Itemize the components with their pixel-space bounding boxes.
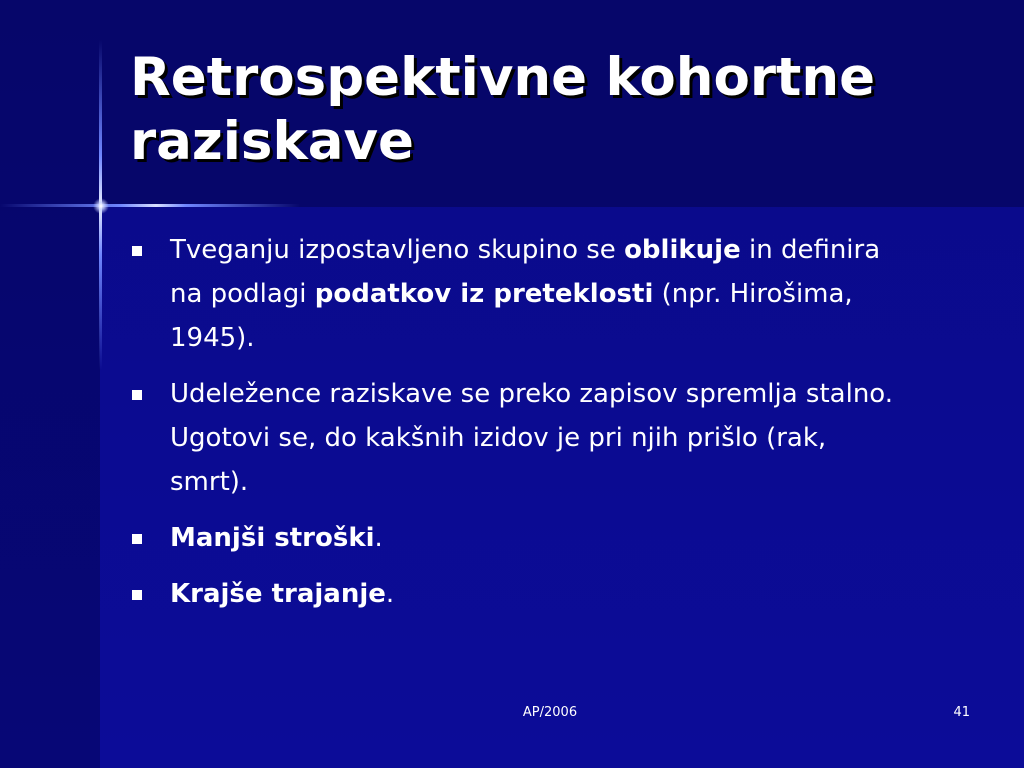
bullet-item-3 <box>130 516 910 560</box>
slide-title <box>130 46 990 174</box>
bullet-4-bold: Krajše trajanje <box>170 579 386 609</box>
left-decorative-band <box>0 0 100 768</box>
bullet-3-bold: Manjši stroški <box>170 523 375 553</box>
bullet-1-bold-b: podatkov iz preteklosti <box>314 279 654 309</box>
slide-title-line-2: raziskave <box>130 111 414 172</box>
bullet-4-text: . <box>385 579 395 609</box>
bullet-item-2 <box>130 372 910 504</box>
bullet-item-4 <box>130 572 910 616</box>
bullet-item-1 <box>130 228 910 360</box>
bullet-list <box>130 228 910 628</box>
square-bullet-icon <box>132 390 142 400</box>
bullet-1-bold-a: oblikuje <box>624 235 741 265</box>
slide-title-line-1: Retrospektivne kohortne <box>130 47 876 108</box>
bullet-1-text-b: in definira na podlagi <box>170 235 881 309</box>
sparkle-icon <box>93 198 109 214</box>
bullet-1-text-c: (npr. Hirošima, 1945). <box>170 279 853 353</box>
bullet-1-text-a: Tveganju izpostavljeno skupino se <box>170 235 625 265</box>
footer-author-year: AP/2006 <box>522 705 578 720</box>
square-bullet-icon <box>132 534 142 544</box>
square-bullet-icon <box>132 590 142 600</box>
slide-page-number: 41 <box>953 705 970 720</box>
square-bullet-icon <box>132 246 142 256</box>
bullet-3-text: . <box>374 523 383 553</box>
bullet-2-text: Udeležence raziskave se preko zapisov spremlja stalno. Ugotovi se, do kakšnih izidov je pri njih prišlo (rak, smrt). <box>170 379 894 497</box>
horizontal-glow-line <box>0 204 300 207</box>
